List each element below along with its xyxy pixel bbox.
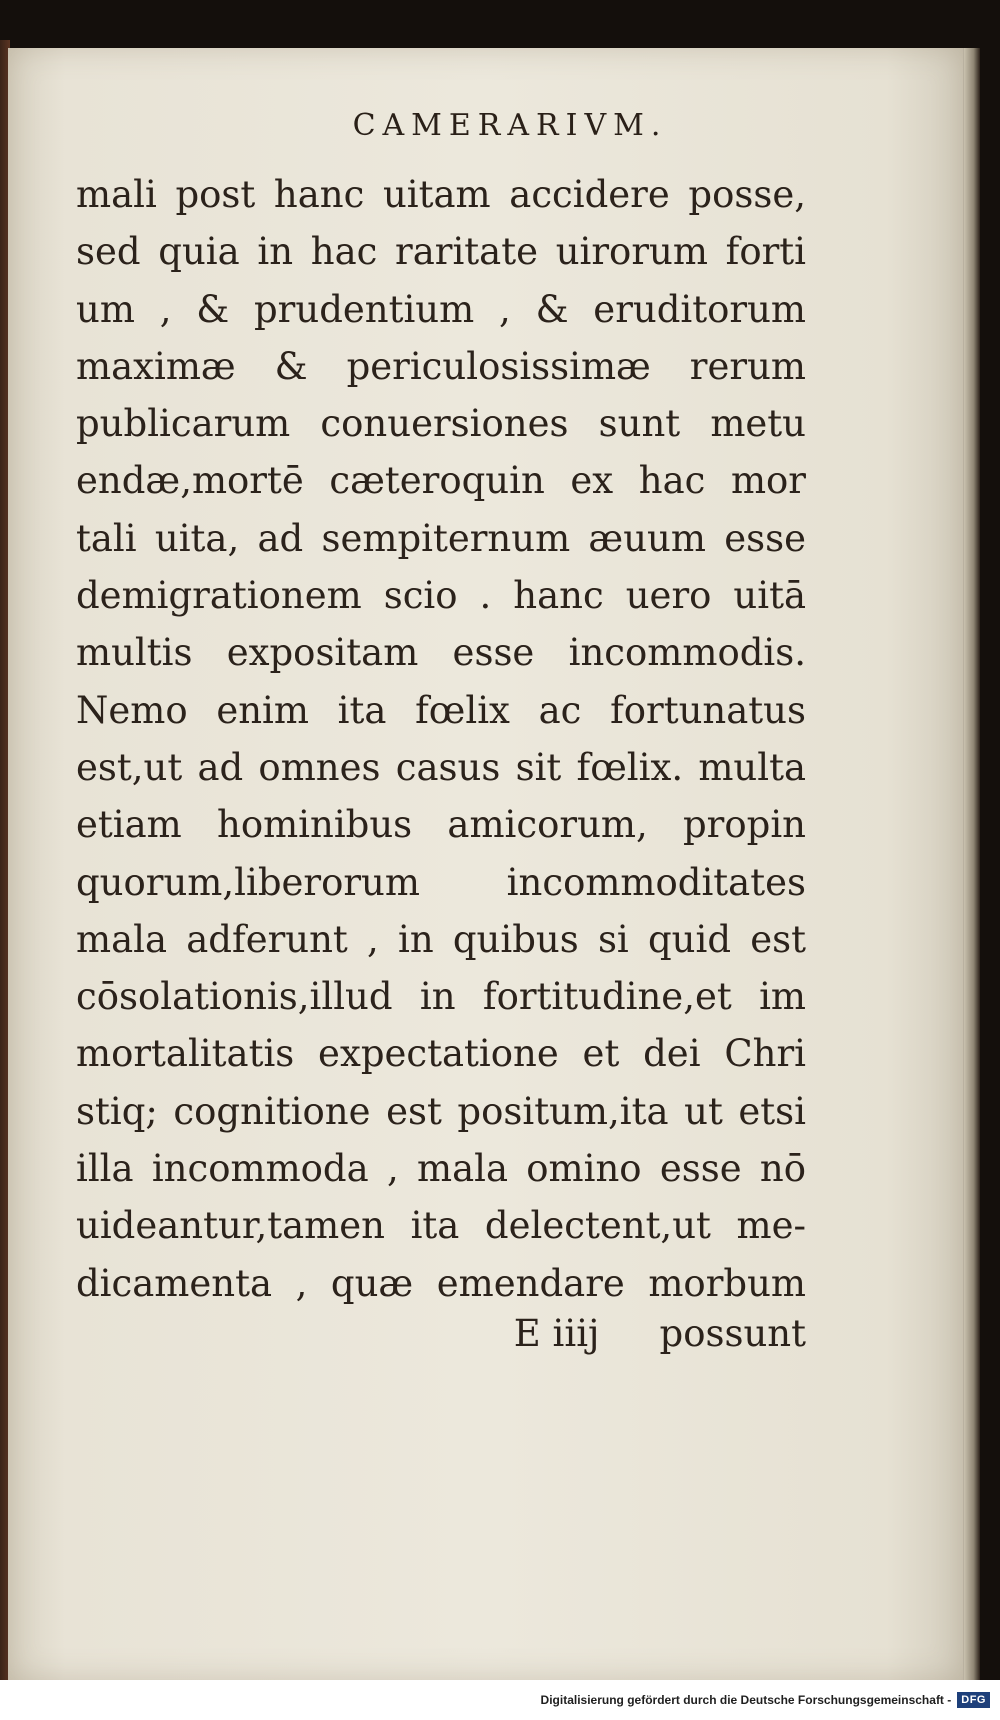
dfg-logo: DFG: [957, 1692, 990, 1708]
footer-bar: [0, 1680, 1000, 1720]
text-line: tali uita, ad sempiternum æuum esse: [76, 516, 806, 560]
signature-mark: E iiij: [513, 1312, 600, 1355]
body-text: [76, 166, 806, 1312]
text-line: um , & prudentium , & eruditorum: [76, 287, 806, 331]
text-line: illa incommoda , mala omino esse nō: [76, 1147, 806, 1191]
catchword: possunt: [659, 1312, 806, 1355]
funding-credit: Digitalisierung gefördert durch die Deutsche Forschungsgemeinschaft -: [540, 1693, 952, 1707]
text-line: etiam hominibus amicorum, propin: [76, 803, 806, 847]
text-line: Nemo enim ita fœlix ac fortunatus: [76, 688, 806, 732]
text-line: dicamenta , quæ emendare morbum: [76, 1261, 806, 1305]
text-line: endæ,mortē cæteroquin ex hac mor: [76, 459, 806, 503]
text-line: est,ut ad omnes casus sit fœlix. multa: [76, 745, 806, 789]
text-line: demigrationem scio . hanc uero uitā: [76, 574, 806, 618]
text-line: quorum,liberorum incommoditates: [76, 860, 806, 904]
page-fore-edge: [964, 48, 980, 1680]
text-line: mali post hanc uitam accidere posse,: [76, 173, 806, 216]
running-head: CAMERARIVM.: [352, 108, 668, 143]
text-line: cōsolationis,illud in fortitudine,et im: [76, 975, 806, 1019]
text-line: stiq; cognitione est positum,ita ut etsi: [76, 1089, 806, 1133]
text-line: uideantur,tamen ita delectent,ut me-: [76, 1204, 806, 1248]
text-line: maximæ & periculosissimæ rerum: [76, 344, 806, 388]
text-line: mala adferunt , in quibus si quid est: [76, 917, 806, 961]
text-line: publicarum conuersiones sunt metu: [76, 402, 806, 446]
text-line: mortalitatis expectatione et dei Chri: [76, 1032, 806, 1076]
text-line: multis expositam esse incommodis.: [76, 631, 806, 675]
text-line: sed quia in hac raritate uirorum forti: [76, 230, 806, 274]
signature-line: [76, 1312, 806, 1355]
